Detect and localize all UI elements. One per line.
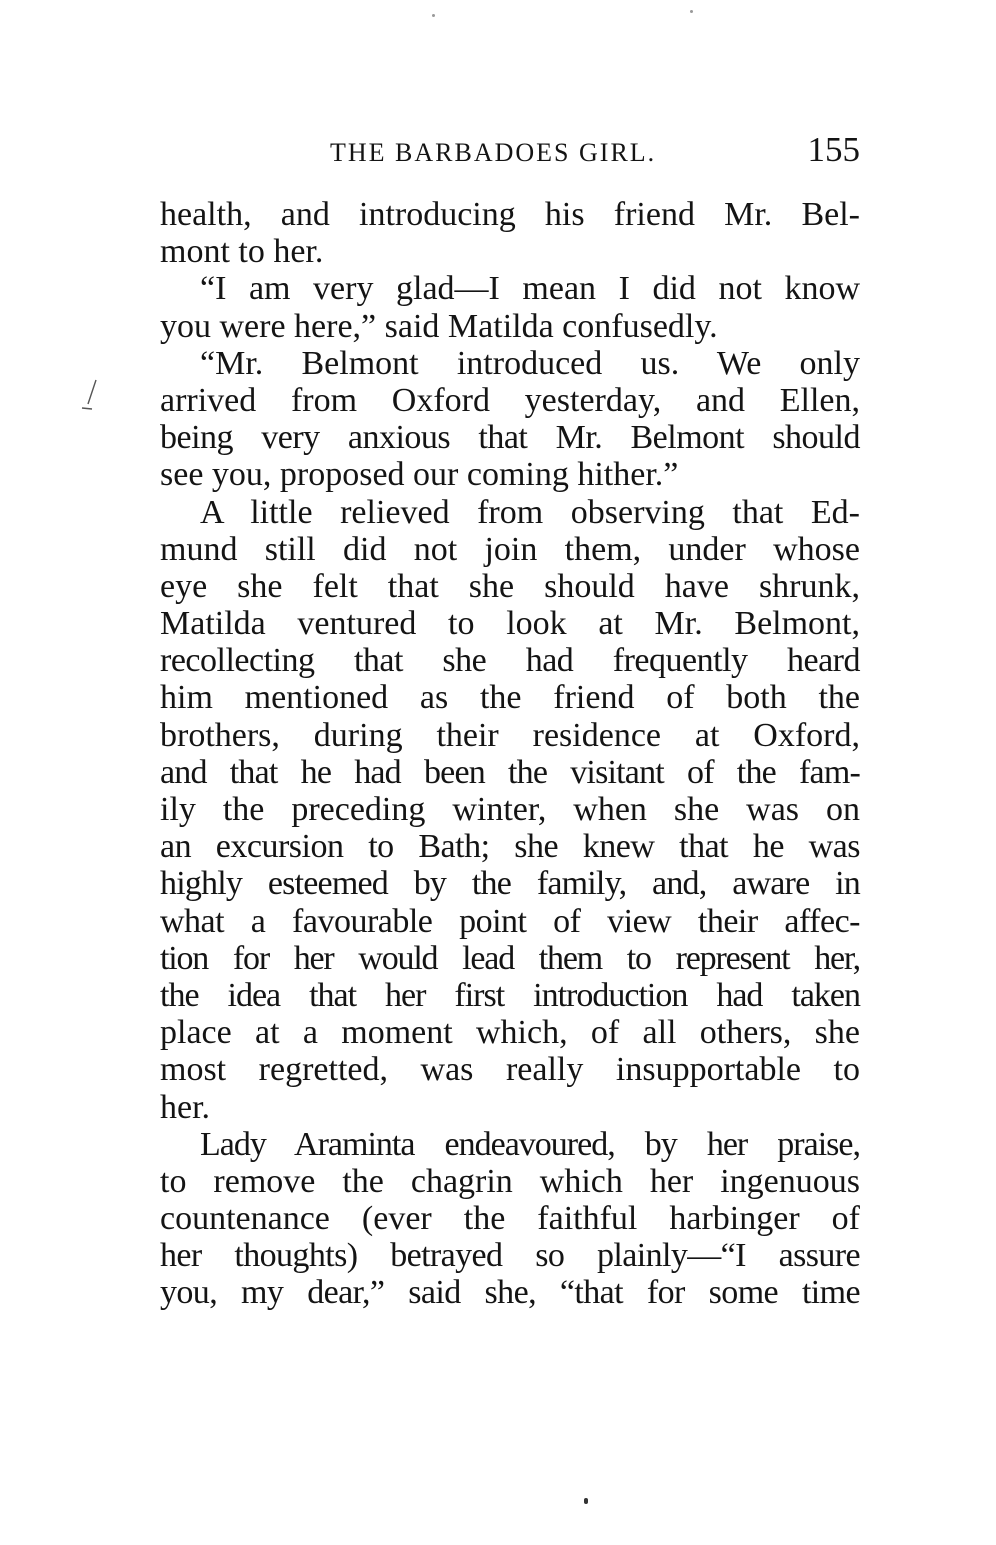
paper-speck bbox=[584, 1498, 588, 1504]
text-line: tion for her would lead them to represent her, bbox=[160, 939, 860, 977]
text-line: what a favourable point of view their affec- bbox=[160, 902, 860, 940]
text-line: “Mr. Belmont introduced us. We only bbox=[200, 344, 860, 382]
text-line: ily the preceding winter, when she was on bbox=[160, 791, 860, 828]
text-line: recollecting that she had frequently heard bbox=[160, 642, 860, 680]
running-head bbox=[160, 128, 860, 172]
text-line: brothers, during their residence at Oxford, bbox=[160, 716, 860, 754]
paper-speck bbox=[690, 10, 693, 13]
body-text bbox=[160, 196, 860, 1312]
text-line: an excursion to Bath; she knew that he was bbox=[160, 828, 860, 866]
text-line: you were here,” said Matilda confusedly. bbox=[160, 307, 718, 345]
text-line: the idea that her first introduction had taken bbox=[160, 976, 860, 1014]
text-line: eye she felt that she should have shrunk, bbox=[160, 567, 860, 605]
text-line: to remove the chagrin which her ingenuous bbox=[160, 1162, 860, 1200]
text-line: Matilda ventured to look at Mr. Belmont, bbox=[160, 605, 860, 643]
text-line: mund still did not join them, under whose bbox=[160, 530, 860, 568]
text-line: highly esteemed by the family, and, aware in bbox=[160, 865, 860, 903]
margin-pencil-mark bbox=[80, 378, 100, 412]
running-title: THE BARBADOES GIRL. bbox=[330, 138, 657, 167]
text-line: A little relieved from observing that Ed- bbox=[200, 493, 860, 531]
text-line: and that he had been the visitant of the fam- bbox=[160, 753, 860, 791]
text-line: “I am very glad—I mean I did not know bbox=[200, 270, 860, 308]
paper-speck bbox=[432, 14, 435, 17]
text-line: see you, proposed our coming hither.” bbox=[160, 456, 679, 494]
page-number: 155 bbox=[807, 130, 860, 169]
text-line: arrived from Oxford yesterday, and Ellen, bbox=[160, 381, 860, 419]
text-line: being very anxious that Mr. Belmont should bbox=[160, 419, 860, 457]
text-line: her thoughts) betrayed so plainly—“I assure bbox=[160, 1237, 860, 1275]
text-line: him mentioned as the friend of both the bbox=[160, 679, 860, 717]
text-line: countenance (ever the faithful harbinger of bbox=[160, 1200, 860, 1238]
text-line: health, and introducing his friend Mr. Bel- bbox=[160, 196, 860, 233]
text-line: Lady Araminta endeavoured, by her praise, bbox=[200, 1125, 860, 1163]
text-line: her. bbox=[160, 1088, 211, 1126]
text-line: mont to her. bbox=[160, 233, 324, 271]
text-line: you, my dear,” said she, “that for some time bbox=[160, 1274, 860, 1312]
text-line: most regretted, was really insupportable to bbox=[160, 1051, 860, 1089]
text-line: place at a moment which, of all others, she bbox=[160, 1014, 860, 1052]
